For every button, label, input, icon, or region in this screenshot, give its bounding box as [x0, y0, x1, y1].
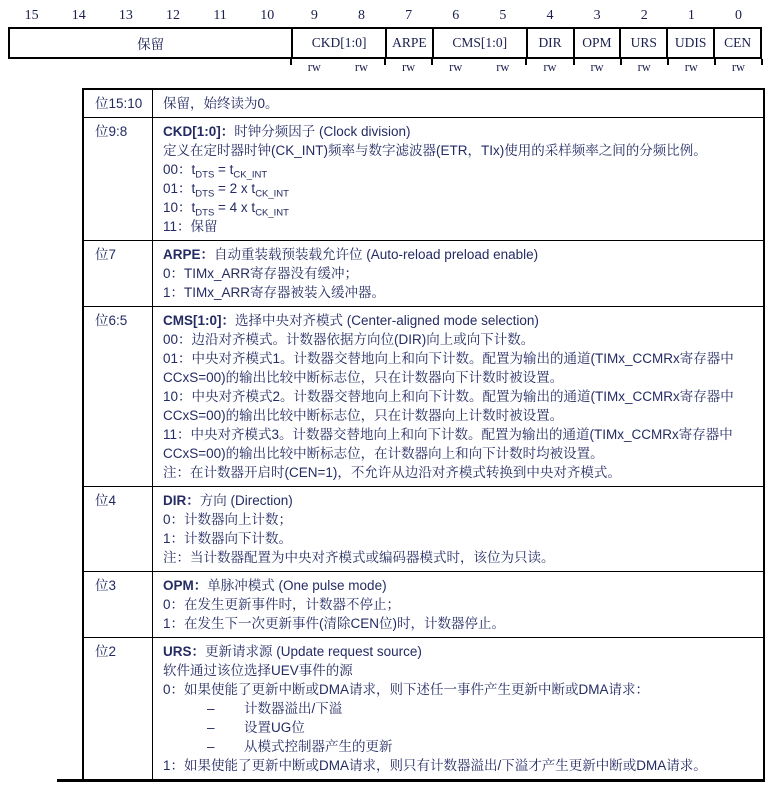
description-line: – 计数器溢出/下溢: [207, 701, 343, 716]
bit-number-15: 15: [24, 8, 39, 23]
table-row-bit-3: [84, 571, 763, 637]
bit-range-label: 位2: [84, 638, 153, 779]
access-cell-rw: rw: [496, 60, 510, 74]
access-cell: [55, 59, 102, 78]
bit-number-7: 7: [405, 8, 413, 23]
table-row-bit-4: [84, 486, 763, 571]
bit-description: [153, 307, 763, 486]
subscript: CK_INT: [255, 207, 289, 219]
subscript: CK_INT: [255, 188, 289, 200]
bit-field-cen: CEN: [713, 29, 760, 57]
bit-number-5: 5: [499, 8, 507, 23]
bit-number-2: 2: [640, 8, 648, 23]
bit-field-reserved: 保留: [137, 37, 165, 52]
bit-range-label: 位4: [84, 487, 153, 571]
description-line: 1：如果使能了更新中断或DMA请求，则只有计数器溢出/下溢才产生更新中断或DMA请求。: [163, 758, 707, 773]
access-cell-rw: rw: [354, 60, 369, 74]
bit-number-6: 6: [452, 8, 460, 23]
access-type-row: [8, 59, 762, 78]
description-line: 0：如果使能了更新中断或DMA请求，则下述任一事件产生更新中断或DMA请求：: [163, 682, 650, 697]
field-name-bold: CKD[1:0]：: [163, 124, 235, 139]
bullet-dash: –: [207, 701, 215, 716]
description-line: 00：边沿对齐模式。计数器依据方向位(DIR)向上或向下计数。: [163, 332, 535, 347]
table-row-bits-6-5: [84, 306, 763, 486]
bit-range-label: 位15:10: [84, 90, 153, 117]
access-cell-rw: rw: [668, 59, 715, 78]
access-cell: [102, 59, 149, 78]
field-name-bold: ARPE：: [163, 247, 215, 262]
bit-number-12: 12: [165, 8, 180, 23]
bit-field-ckd: CKD[1:0]: [291, 29, 385, 57]
table-row-bits-15-10: [84, 90, 763, 117]
access-cell-rw: rw: [715, 59, 762, 78]
bit-number-0: 0: [734, 8, 742, 23]
description-line: 00：$t_{DTS} = t_{CK\_INT}$: [163, 162, 268, 181]
bit-description-table: [82, 88, 765, 782]
access-cell-rw: rw: [291, 59, 338, 78]
table-row-bit-7: [84, 240, 763, 306]
subscript: DTS: [195, 169, 215, 181]
field-name-bold: CMS[1:0]：: [163, 313, 236, 328]
table-row-bit-2: [84, 637, 763, 779]
table-row-bits-9-8: [84, 117, 763, 240]
description-line: 11：保留: [163, 219, 218, 234]
bit-number-1: 1: [687, 8, 695, 23]
description-line: 01：$t_{DTS} = 2$ x $t_{CK\_INT}$: [163, 181, 289, 200]
description-line: – 设置UG位: [207, 720, 305, 735]
description-line: 注：在计数器开启时(CEN=1)，不允许从边沿对齐模式转换到中央对齐模式。: [163, 465, 621, 480]
bit-number-9: 9: [310, 8, 318, 23]
bit-range-label: 位3: [84, 572, 153, 637]
subscript: CK_INT: [233, 169, 268, 181]
access-cell: [149, 59, 196, 78]
bit-field-dir: DIR: [526, 29, 573, 57]
description-line: 0：在发生更新事件时，计数器不停止；: [163, 597, 401, 612]
access-cell-rw: rw: [432, 59, 479, 78]
bit-number-8: 8: [357, 8, 365, 23]
access-cell: [8, 59, 55, 78]
bit-field-opm: OPM: [573, 29, 620, 57]
bit-description: [153, 241, 763, 306]
description-line: 1：计数器向下计数。: [163, 531, 293, 546]
description-line: 11：中央对齐模式3。计数器交替地向上和向下计数。配置为输出的通道(TIMx_CCMRx寄存器中CCxS=00)的输出比较中断标志位，在计数器向上和向下计数时均被设置。: [163, 427, 733, 461]
access-cell-rw: rw: [621, 59, 668, 78]
bit-range-label: 位9:8: [84, 118, 153, 240]
description-line: 0：TIMx_ARR寄存器没有缓冲；: [163, 266, 359, 281]
description-line: 保留，始终读为0。: [163, 96, 279, 111]
bit-field-urs: URS: [619, 29, 666, 57]
description-line: 10：中央对齐模式2。计数器交替地向上和向下计数。配置为输出的通道(TIMx_CCMRx寄存器中CCxS=00)的输出比较中断标志位，只在计数器向上计数时被设置。: [163, 389, 734, 423]
bit-number-11: 11: [213, 8, 227, 23]
bullet-dash: –: [207, 720, 215, 735]
description-line: 10：$t_{DTS} = 4$ x $t_{CK\_INT}$: [163, 200, 289, 219]
description-line: OPM：单脉冲模式 (One pulse mode): [163, 578, 387, 593]
bit-description: [153, 487, 763, 571]
access-cell: [244, 59, 291, 78]
access-cell-rw: rw: [385, 59, 432, 78]
bit-field-row: [8, 27, 762, 59]
subscript: DTS: [195, 188, 215, 200]
subscript: DTS: [195, 207, 215, 219]
bullet-dash: –: [207, 739, 215, 754]
description-line: 软件通过该位选择UEV事件的源: [163, 663, 353, 678]
access-cell-rw: rw: [574, 59, 621, 78]
bit-description: [153, 572, 763, 637]
bit-field-udis: UDIS: [666, 29, 713, 57]
description-line: URS：更新请求源 (Update request source): [163, 644, 422, 659]
bit-range-label: 位6:5: [84, 307, 153, 486]
access-cell-rw: rw: [526, 59, 573, 78]
description-line: CMS[1:0]：选择中央对齐模式 (Center-aligned mode selection): [163, 313, 539, 328]
description-line: 1：在发生下一次更新事件(清除CEN位)时，计数器停止。: [163, 616, 506, 631]
field-name-bold: DIR：: [163, 493, 200, 508]
bit-field-cms: CMS[1:0]: [432, 29, 526, 57]
description-line: 1：TIMx_ARR寄存器被装入缓冲器。: [163, 285, 386, 300]
bit-number-row: [8, 6, 762, 27]
bit-field-arpe: ARPE: [385, 29, 432, 57]
access-cell: [197, 59, 244, 78]
field-name-bold: OPM：: [163, 578, 208, 593]
bit-range-label: 位7: [84, 241, 153, 306]
description-line: 定义在定时器时钟(CK_INT)频率与数字滤波器(ETR，TIx)使用的采样频率之间的分频比例。: [163, 143, 707, 158]
description-line: 01：中央对齐模式1。计数器交替地向上和向下计数。配置为输出的通道(TIMx_CCMRx寄存器中CCxS=00)的输出比较中断标志位，只在计数器向下计数时被设置。: [163, 351, 734, 385]
description-line: DIR：方向 (Direction): [163, 493, 293, 508]
bit-number-4: 4: [546, 8, 554, 23]
description-line: ARPE：自动重装载预装载允许位 (Auto-reload preload enable): [163, 247, 539, 262]
description-line: CKD[1:0]：时钟分频因子 (Clock division): [163, 124, 411, 139]
description-line: – 从模式控制器产生的更新: [207, 739, 393, 754]
bit-description: [153, 118, 763, 240]
bit-number-14: 14: [71, 8, 86, 23]
bit-description: [153, 90, 763, 117]
description-line: 0：计数器向上计数；: [163, 512, 293, 527]
bit-number-10: 10: [260, 8, 275, 23]
register-bit-diagram: [8, 6, 762, 78]
bit-description: [153, 638, 763, 779]
description-line: 注：当计数器配置为中央对齐模式或编码器模式时，该位为只读。: [163, 550, 555, 565]
bit-number-3: 3: [593, 8, 601, 23]
field-name-bold: URS：: [163, 644, 206, 659]
bit-number-13: 13: [118, 8, 133, 23]
